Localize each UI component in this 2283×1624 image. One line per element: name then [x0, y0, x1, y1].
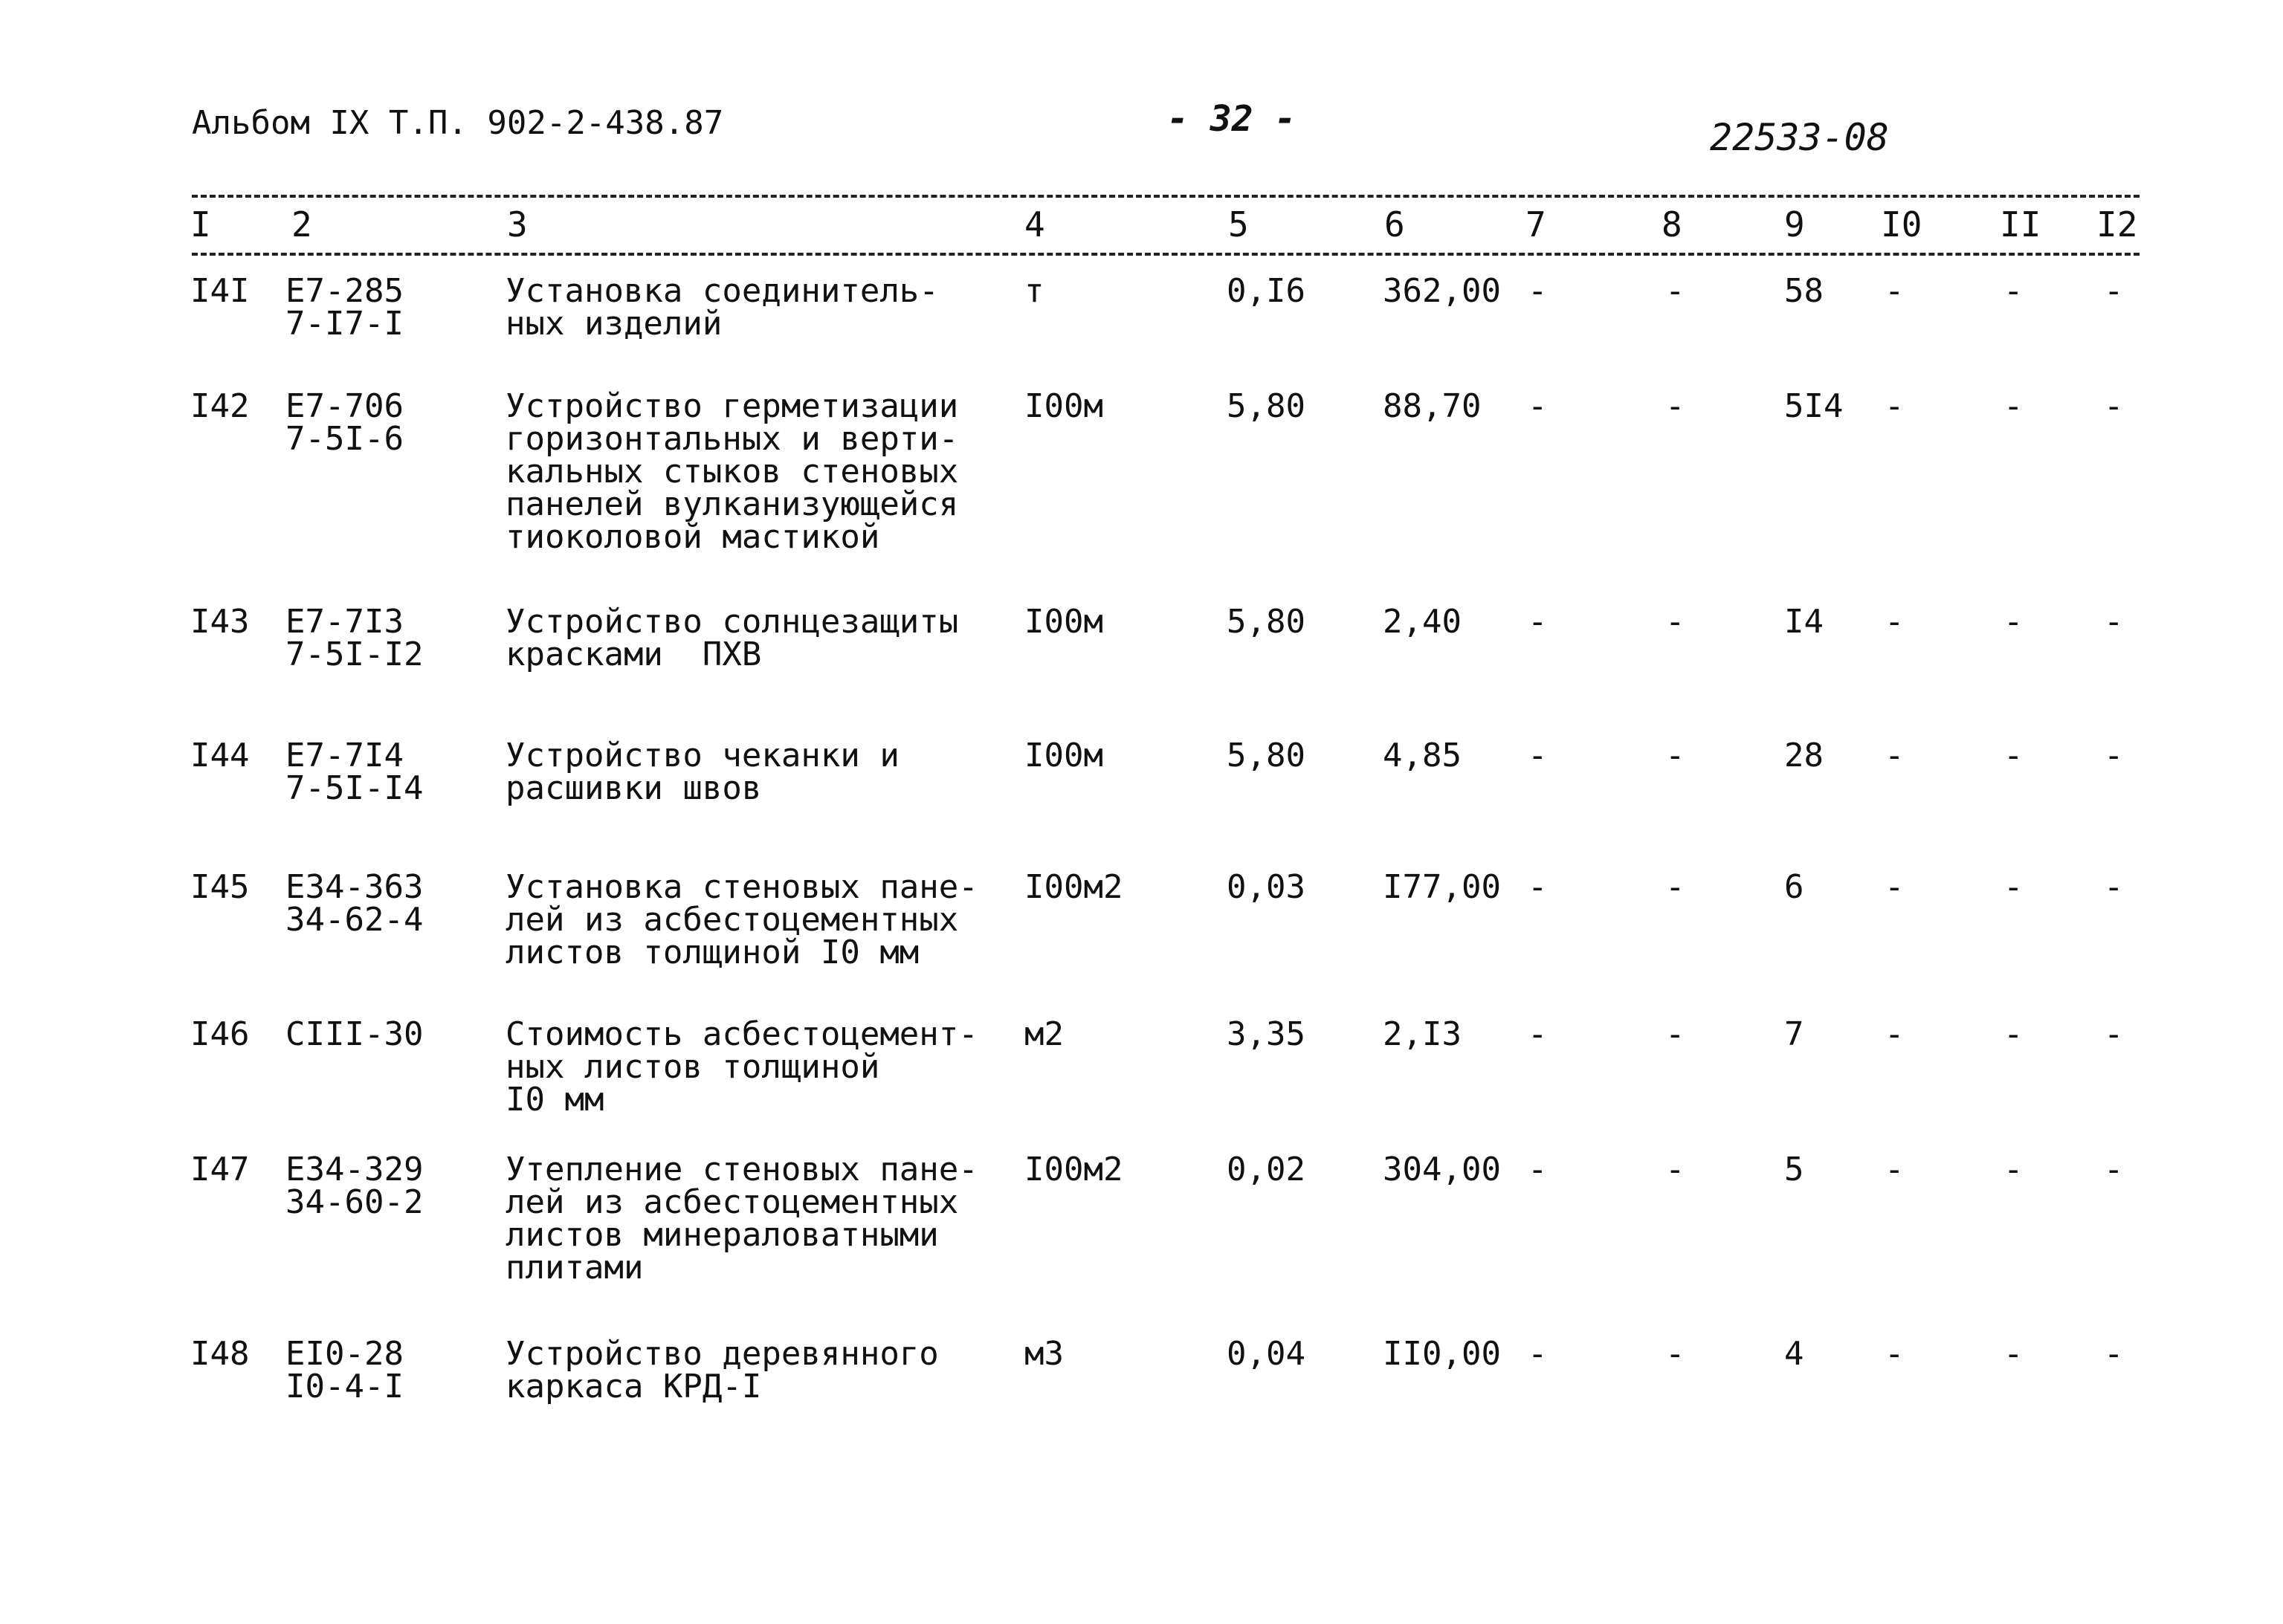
col-8-value: - [1665, 868, 1685, 906]
norm-code: E7-285 7-I7-I [285, 272, 404, 343]
column-number: 6 [1384, 204, 1405, 245]
col-8-value: - [1665, 1015, 1685, 1053]
col-9-value: 6 [1784, 868, 1804, 906]
work-description: Устройство деревянного каркаса КРД-I [506, 1335, 939, 1405]
item-number: I4I [190, 272, 250, 310]
norm-code: E34-363 34-62-4 [285, 868, 424, 939]
unit-price: 2,40 [1383, 603, 1462, 641]
table-row [0, 387, 2283, 556]
col-7-value: - [1528, 1335, 1548, 1373]
item-number: I45 [190, 868, 250, 906]
col-11-value: - [2003, 737, 2024, 774]
col-8-value: - [1665, 603, 1685, 641]
col-10-value: - [1885, 868, 1905, 906]
col-11-value: - [2003, 1015, 2024, 1053]
document-number: 22533-08 [1710, 116, 1889, 159]
column-number: 4 [1024, 204, 1045, 245]
column-number: I [190, 204, 211, 245]
col-10-value: - [1885, 1335, 1905, 1373]
table-row [0, 1335, 2283, 1486]
col-9-value: 28 [1784, 737, 1824, 774]
unit-price: 4,85 [1383, 737, 1462, 774]
work-description: Установка соединитель- ных изделий [506, 272, 939, 343]
col-11-value: - [2003, 1335, 2024, 1373]
quantity: 0,02 [1227, 1151, 1305, 1188]
col-12-value: - [2104, 272, 2124, 310]
col-7-value: - [1528, 387, 1548, 425]
quantity: 0,03 [1227, 868, 1305, 906]
col-11-value: - [2003, 1151, 2024, 1188]
col-12-value: - [2104, 1335, 2124, 1373]
col-10-value: - [1885, 387, 1905, 425]
col-10-value: - [1885, 737, 1905, 774]
item-number: I46 [190, 1015, 250, 1053]
norm-code: E7-706 7-5I-6 [285, 387, 404, 458]
col-11-value: - [2003, 387, 2024, 425]
col-11-value: - [2003, 272, 2024, 310]
col-9-value: 4 [1784, 1335, 1804, 1373]
item-number: I47 [190, 1151, 250, 1188]
unit: т [1024, 272, 1044, 310]
unit: I00м [1024, 387, 1103, 425]
unit: I00м2 [1024, 1151, 1123, 1188]
column-number: 2 [291, 204, 312, 245]
col-9-value: I4 [1784, 603, 1824, 641]
col-9-value: 5 [1784, 1151, 1804, 1188]
column-number: 3 [507, 204, 528, 245]
unit: I00м [1024, 737, 1103, 774]
col-8-value: - [1665, 1151, 1685, 1188]
norm-code: EI0-28 I0-4-I [285, 1335, 404, 1405]
work-description: Стоимость асбестоцемент- ных листов толщиной I0 мм [506, 1015, 978, 1119]
quantity: 0,I6 [1227, 272, 1305, 310]
col-12-value: - [2104, 387, 2124, 425]
column-number: 5 [1228, 204, 1249, 245]
col-12-value: - [2104, 603, 2124, 641]
column-number: 7 [1525, 204, 1546, 245]
table-row [0, 1015, 2283, 1167]
column-number: II [2000, 204, 2041, 245]
norm-code: E34-329 34-60-2 [285, 1151, 424, 1221]
item-number: I43 [190, 603, 250, 641]
unit-price: 304,00 [1383, 1151, 1501, 1188]
col-12-value: - [2104, 1151, 2124, 1188]
col-8-value: - [1665, 272, 1685, 310]
header-top-rule [192, 195, 2140, 198]
col-11-value: - [2003, 603, 2024, 641]
page-number: - 32 - [1167, 98, 1297, 140]
col-8-value: - [1665, 387, 1685, 425]
column-number: 8 [1662, 204, 1682, 245]
unit-price: 2,I3 [1383, 1015, 1462, 1053]
unit: I00м [1024, 603, 1103, 641]
col-8-value: - [1665, 1335, 1685, 1373]
col-7-value: - [1528, 737, 1548, 774]
quantity: 5,80 [1227, 737, 1305, 774]
column-number: I0 [1881, 204, 1922, 245]
col-7-value: - [1528, 603, 1548, 641]
col-7-value: - [1528, 868, 1548, 906]
unit-price: 362,00 [1383, 272, 1501, 310]
item-number: I48 [190, 1335, 250, 1373]
col-7-value: - [1528, 272, 1548, 310]
quantity: 5,80 [1227, 603, 1305, 641]
col-12-value: - [2104, 1015, 2124, 1053]
quantity: 0,04 [1227, 1335, 1305, 1373]
column-number: I2 [2096, 204, 2138, 245]
quantity: 3,35 [1227, 1015, 1305, 1053]
table-row [0, 737, 2283, 888]
col-9-value: 5I4 [1784, 387, 1844, 425]
quantity: 5,80 [1227, 387, 1305, 425]
item-number: I42 [190, 387, 250, 425]
col-9-value: 58 [1784, 272, 1824, 310]
norm-code: CIII-30 [285, 1015, 424, 1053]
col-10-value: - [1885, 1015, 1905, 1053]
work-description: Устройство солнцезащиты красками ПХВ [506, 603, 959, 673]
item-number: I44 [190, 737, 250, 774]
col-11-value: - [2003, 868, 2024, 906]
album-reference: Альбом IX Т.П. 902-2-438.87 [192, 104, 724, 142]
work-description: Утепление стеновых пане- лей из асбестоцементных листов минераловатными плитами [506, 1151, 978, 1287]
unit: I00м2 [1024, 868, 1123, 906]
unit-price: I77,00 [1383, 868, 1501, 906]
table-row [0, 868, 2283, 1020]
col-9-value: 7 [1784, 1015, 1804, 1053]
header-bottom-rule [192, 253, 2140, 256]
table-row [0, 603, 2283, 754]
column-number: 9 [1784, 204, 1805, 245]
col-10-value: - [1885, 1151, 1905, 1188]
col-12-value: - [2104, 737, 2124, 774]
col-8-value: - [1665, 737, 1685, 774]
norm-code: E7-7I3 7-5I-I2 [285, 603, 424, 673]
work-description: Устройство чеканки и расшивки швов [506, 737, 900, 807]
col-12-value: - [2104, 868, 2124, 906]
unit-price: II0,00 [1383, 1335, 1501, 1373]
unit: м2 [1024, 1015, 1064, 1053]
col-7-value: - [1528, 1015, 1548, 1053]
unit: м3 [1024, 1335, 1064, 1373]
norm-code: E7-7I4 7-5I-I4 [285, 737, 424, 807]
col-10-value: - [1885, 603, 1905, 641]
table-row [0, 1151, 2283, 1302]
col-7-value: - [1528, 1151, 1548, 1188]
work-description: Устройство герметизации горизонтальных и верти- кальных стыков стеновых панелей вулканизующейся тиоколовой мастикой [506, 387, 959, 556]
col-10-value: - [1885, 272, 1905, 310]
work-description: Установка стеновых пане- лей из асбестоцементных листов толщиной I0 мм [506, 868, 978, 971]
unit-price: 88,70 [1383, 387, 1482, 425]
